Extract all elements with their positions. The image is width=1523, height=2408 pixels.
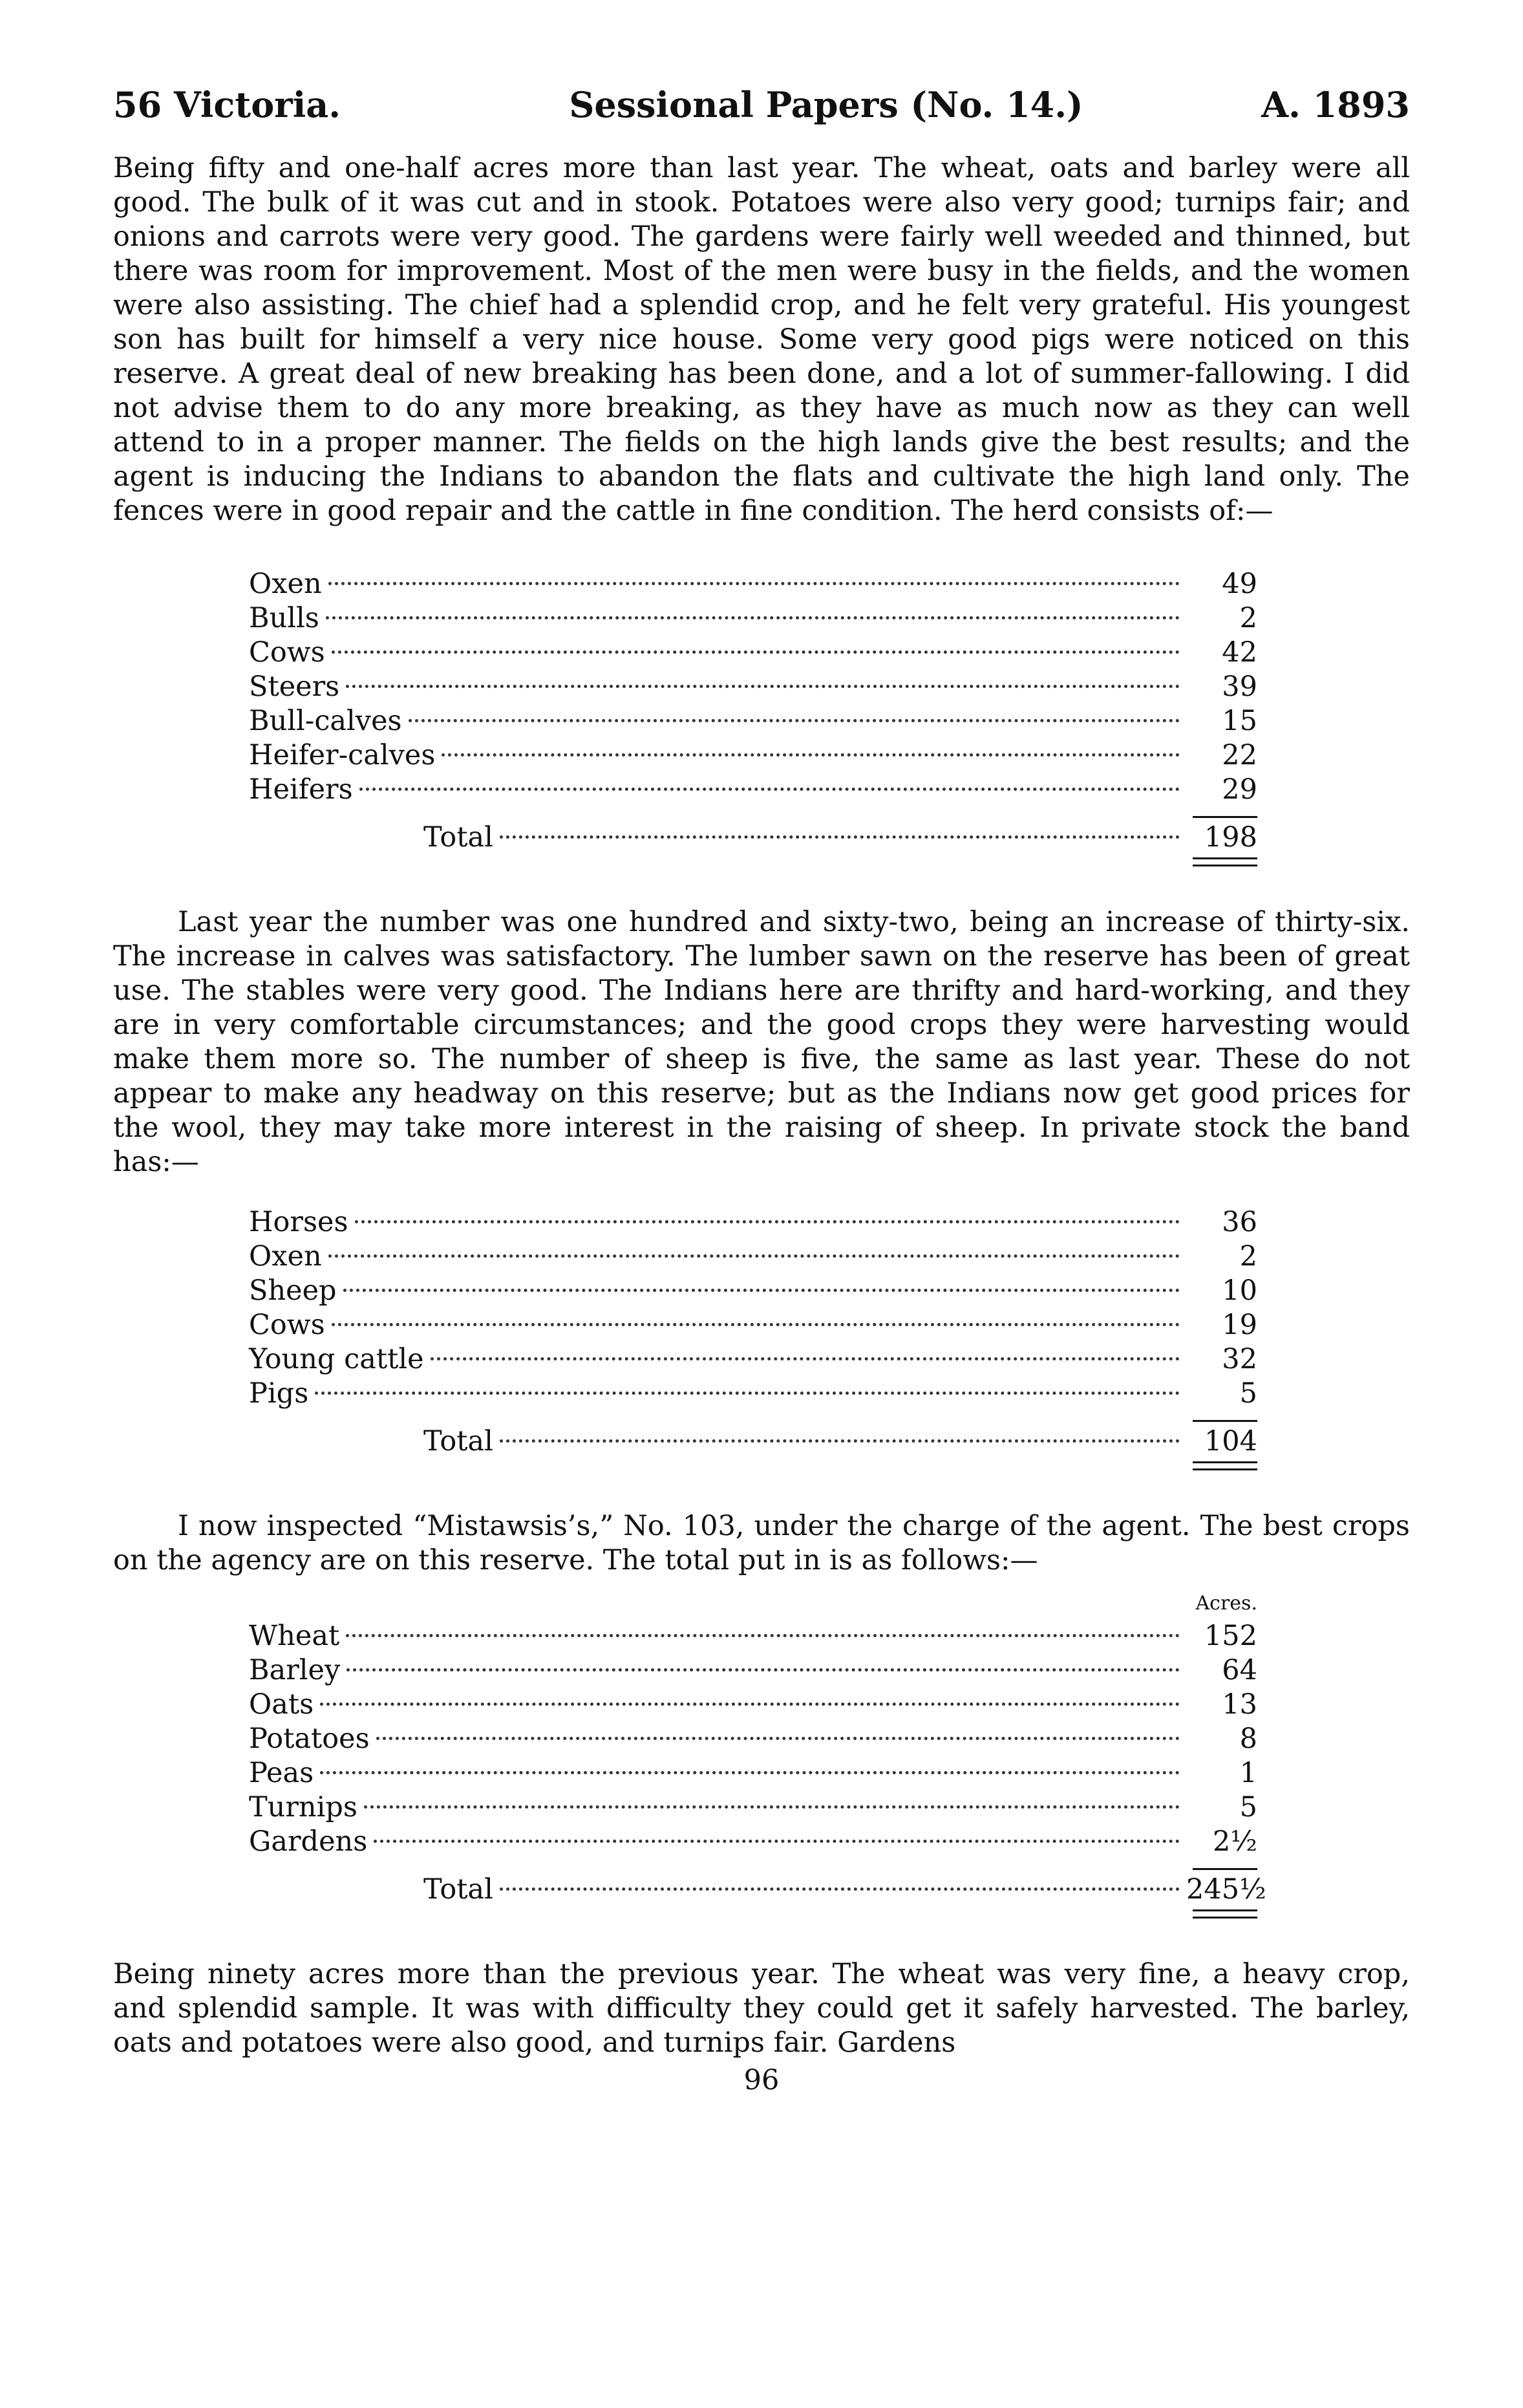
dot-leader (431, 1357, 1180, 1360)
table-row (249, 1825, 1257, 1859)
table-row (249, 1619, 1257, 1653)
row-value: 8 (1239, 1723, 1257, 1755)
dot-leader (346, 1668, 1180, 1672)
table-row (249, 1653, 1257, 1688)
row-label: Horses (249, 1206, 348, 1238)
row-label: Sheep (249, 1274, 337, 1307)
paragraph-ninety-acres: Being ninety acres more than the previous year. The wheat was very fine, a heavy crop, and splendid sample. It was with difficulty they could get it safely harvested. The barley, oats and potatoes were also good, and turnips fair. Gardens (113, 1958, 1410, 2059)
row-value: 19 (1222, 1309, 1257, 1341)
single-rule (1193, 1868, 1257, 1870)
dot-leader (500, 1439, 1180, 1443)
table-row (249, 567, 1257, 601)
row-label: Wheat (249, 1620, 340, 1652)
row-value: 10 (1222, 1274, 1257, 1307)
row-value: 42 (1222, 636, 1257, 669)
total-rule (249, 855, 1257, 866)
row-value: 29 (1222, 773, 1257, 806)
dot-leader (364, 1805, 1180, 1809)
row-label: Cows (249, 1309, 325, 1341)
total-value: 198 (1204, 821, 1257, 854)
row-value: 49 (1222, 568, 1257, 600)
dot-leader (332, 650, 1180, 654)
dot-leader (332, 1323, 1180, 1326)
column-unit-heading: Acres. (1195, 1592, 1257, 1615)
dot-leader (320, 1771, 1180, 1774)
dot-leader (315, 1392, 1180, 1395)
row-value: 1 (1239, 1757, 1257, 1789)
row-value: 5 (1239, 1791, 1257, 1823)
row-label: Peas (249, 1757, 314, 1789)
dot-leader (343, 1289, 1180, 1292)
row-label: Heifer-calves (249, 739, 436, 771)
table-row (249, 1205, 1257, 1240)
row-value: 36 (1222, 1206, 1257, 1238)
table-row (249, 1377, 1257, 1411)
row-label: Heifers (249, 773, 353, 806)
total-value: 245½ (1186, 1873, 1266, 1906)
dot-leader (355, 1220, 1180, 1223)
row-label: Bulls (249, 602, 319, 634)
total-rule (249, 1459, 1257, 1470)
row-label: Potatoes (249, 1723, 370, 1755)
dot-leader (359, 788, 1180, 791)
dot-leader (376, 1737, 1180, 1740)
row-label: Young cattle (249, 1343, 424, 1375)
dot-leader (326, 616, 1180, 619)
row-label: Oxen (249, 568, 322, 600)
header-title: Sessional Papers (No. 14.) (569, 84, 1083, 125)
row-value: 39 (1222, 671, 1257, 703)
row-value: 2 (1239, 602, 1257, 634)
total-row (249, 1873, 1266, 1907)
paragraph-herd-increase: Last year the number was one hundred and sixty-two, being an increase of thirty-six. The increase in calves was satisfactory. The lumber sawn on the reserve has been of great use. The stables were very good. The Indians here are thrifty and hard-working, and they are in very comfortable circumstances; and the good crops they were harvesting would make them more so. The number of sheep is five, the same as last year. These do not appear to make any headway on this reserve; but as the Indians now get good prices for the wool, they may take more interest in the raising of sheep. In private stock the band has:— (113, 906, 1410, 1178)
table-row (249, 1722, 1257, 1756)
double-rule (1193, 1909, 1257, 1919)
sum-rule (249, 1411, 1257, 1424)
row-label: Barley (249, 1654, 341, 1686)
running-header (113, 84, 1410, 125)
table-row (249, 1688, 1257, 1722)
row-value: 2½ (1212, 1825, 1257, 1858)
row-label: Bull-calves (249, 705, 402, 737)
dot-leader (442, 753, 1180, 757)
double-rule (1193, 857, 1257, 866)
row-value: 2 (1239, 1240, 1257, 1273)
sum-rule (249, 807, 1257, 821)
total-row (249, 1424, 1257, 1459)
total-label: Total (423, 821, 493, 854)
row-value: 32 (1222, 1343, 1257, 1375)
paragraph-wheat-crops: Being fifty and one-half acres more than last year. The wheat, oats and barley were all good. The bulk of it was cut and in stook. Potatoes were also very good; turnips fair; and onions and carrots were very good. The gardens were fairly well weeded and thinned, but there was room for improvement. Most of the men were busy in the fields, and the women were also assisting. The chief had a splendid crop, and he felt very grateful. His youngest son has built for himself a very nice house. Some very good pigs were noticed on this reserve. A great deal of new breaking has been done, and a lot of summer-fallowing. I did not advise them to do any more breaking, as they have as much now as they can well attend to in a proper manner. The fields on the high lands give the best results; and the agent is inducing the Indians to abandon the flats and cultivate the high land only. The fences were in good repair and the cattle in fine condition. The herd consists of:— (113, 152, 1410, 527)
table-row (249, 738, 1257, 773)
total-label: Total (423, 1873, 493, 1906)
crops-table (249, 1591, 1266, 1919)
dot-leader (500, 1887, 1180, 1891)
row-label: Oats (249, 1688, 314, 1721)
single-rule (1193, 816, 1257, 818)
dot-leader (328, 1254, 1180, 1258)
herd-table (249, 567, 1257, 866)
table-row (249, 1756, 1257, 1790)
document-page (113, 84, 1410, 2096)
sum-rule (249, 1859, 1257, 1873)
dot-leader (500, 835, 1180, 839)
table-row (249, 636, 1257, 670)
total-value: 104 (1204, 1425, 1257, 1457)
dot-leader (409, 719, 1180, 722)
dot-leader (346, 1634, 1180, 1637)
row-value: 64 (1222, 1654, 1257, 1686)
header-year: A. 1893 (1261, 84, 1410, 125)
row-value: 5 (1239, 1377, 1257, 1410)
header-volume: 56 Victoria. (113, 84, 341, 125)
dot-leader (320, 1703, 1180, 1706)
table-row (249, 1342, 1257, 1377)
row-value: 22 (1222, 739, 1257, 771)
page-number: 96 (743, 2064, 780, 2096)
row-value: 15 (1222, 705, 1257, 737)
row-label: Gardens (249, 1825, 368, 1858)
row-label: Cows (249, 636, 325, 669)
dot-leader (328, 582, 1180, 585)
single-rule (1193, 1420, 1257, 1422)
table-row (249, 1240, 1257, 1274)
total-rule (249, 1907, 1257, 1919)
row-value: 13 (1222, 1688, 1257, 1721)
paragraph-mistawsis-inspection: I now inspected “Mistawsis’s,” No. 103, under the charge of the agent. The best crops on the agency are on this reserve. The total put in is as follows:— (113, 1510, 1410, 1576)
table-row (249, 670, 1257, 704)
total-label: Total (423, 1425, 493, 1457)
dot-leader (374, 1840, 1180, 1843)
table-row (249, 773, 1257, 807)
table-row (249, 704, 1257, 738)
total-row (249, 821, 1257, 855)
table-row (249, 1308, 1257, 1342)
row-label: Turnips (249, 1791, 357, 1823)
table-row (249, 1274, 1257, 1308)
dot-leader (346, 685, 1180, 688)
double-rule (1193, 1461, 1257, 1470)
row-label: Steers (249, 671, 340, 703)
row-value: 152 (1204, 1620, 1257, 1652)
table-row (249, 1790, 1257, 1825)
row-label: Pigs (249, 1377, 309, 1410)
private-stock-table (249, 1205, 1257, 1470)
table-row (249, 601, 1257, 636)
row-label: Oxen (249, 1240, 322, 1273)
